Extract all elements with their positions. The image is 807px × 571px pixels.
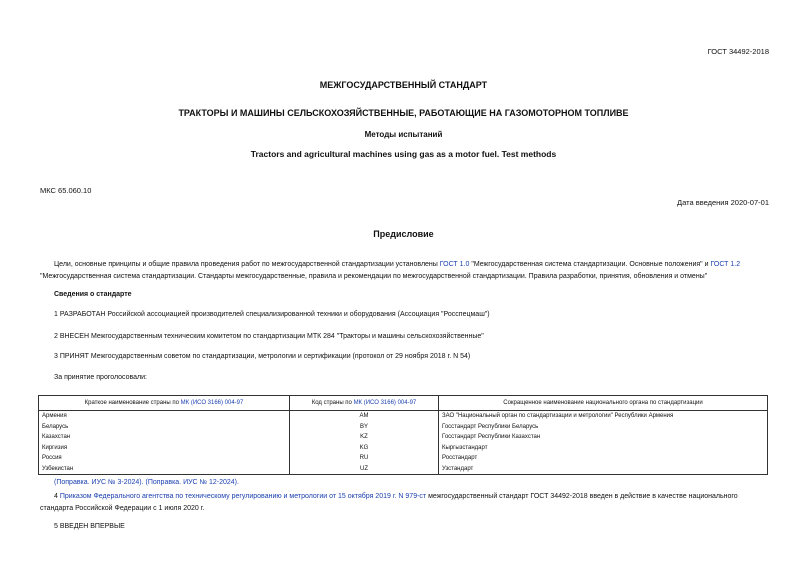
header-country-code xyxy=(290,396,439,411)
item4-number: 4 xyxy=(54,493,60,500)
code-cell: BY xyxy=(290,422,439,433)
standard-subtitle: Методы испытаний xyxy=(364,130,443,139)
code-cell: KG xyxy=(290,443,439,454)
document-code: ГОСТ 34492-2018 xyxy=(707,47,769,56)
amendment-link-3-2024[interactable]: (Поправка. ИУС № 3-2024). xyxy=(54,479,144,486)
order-link[interactable]: Приказом Федерального агентства по техническому регулированию и метрологии от 15 октября 2019 г. N 979-ст xyxy=(59,493,427,500)
amendments-line xyxy=(54,479,239,486)
standard-type-heading: МЕЖГОСУДАРСТВЕННЫЙ СТАНДАРТ xyxy=(319,80,488,90)
goals-text-b: "Межгосударственная система стандартизации. Основные положения" и xyxy=(469,261,711,268)
country-cell: Киргизия xyxy=(39,443,290,454)
mks-code: МКС 65.060.10 xyxy=(40,186,92,195)
country-cell: Армения xyxy=(39,411,290,422)
table-row xyxy=(39,422,768,433)
item-order-paragraph xyxy=(40,491,770,515)
table-row xyxy=(39,411,768,422)
national-body-cell: Госстандарт Республики Казахстан xyxy=(439,432,768,443)
goals-text-a: Цели, основные принципы и общие правила проведения работ по межгосударственной стандартизации установлены xyxy=(54,261,440,268)
code-cell: AM xyxy=(290,411,439,422)
table-row xyxy=(39,453,768,464)
national-body-cell: Госстандарт Республики Беларусь xyxy=(439,422,768,433)
national-body-cell: Росстандарт xyxy=(439,453,768,464)
preface-heading: Предисловие xyxy=(373,229,434,239)
standard-title: ТРАКТОРЫ И МАШИНЫ СЕЛЬСКОХОЗЯЙСТВЕННЫЕ, РАБОТАЮЩИЕ НА ГАЗОМОТОРНОМ ТОПЛИВЕ xyxy=(178,108,629,118)
item-developed: 1 РАЗРАБОТАН Российской ассоциацией производителей специализированной техники и оборудования (Ассоциация "Росспецмаш") xyxy=(54,311,490,318)
national-body-cell: ЗАО "Национальный орган по стандартизации и метрологии" Республики Армения xyxy=(439,411,768,422)
country-cell: Узбекистан xyxy=(39,464,290,475)
voting-countries-table xyxy=(38,395,768,475)
national-body-cell: Узстандарт xyxy=(439,464,768,475)
header-code-text: Код страны по xyxy=(311,400,354,406)
standard-title-english: Tractors and agricultural machines using gas as a motor fuel. Test methods xyxy=(250,149,557,159)
item-introduced: 2 ВНЕСЕН Межгосударственным техническим комитетом по стандартизации МТК 284 "Тракторы и машины сельскохозяйственные" xyxy=(54,333,484,340)
table-row xyxy=(39,432,768,443)
code-cell: KZ xyxy=(290,432,439,443)
goals-text-c: "Межгосударственная система стандартизации. Стандарты межгосударственные, правила и рекомендации по межгосударственной стандартизации. Правила разработки, принятия, обновления и отмены" xyxy=(40,273,708,280)
gost-1-0-link[interactable]: ГОСТ 1.0 xyxy=(439,261,470,268)
table-row xyxy=(39,443,768,454)
country-cell: Россия xyxy=(39,453,290,464)
table-header-row xyxy=(39,396,768,411)
mk-iso-link-2[interactable]: МК (ИСО 3166) 004-97 xyxy=(353,400,417,406)
header-country-name xyxy=(39,396,290,411)
mk-iso-link-1[interactable]: МК (ИСО 3166) 004-97 xyxy=(180,400,244,406)
item4-text: межгосударственный стандарт ГОСТ 34492-2018 введен в действие в качестве национального стандарта Российской Федерации с 1 июля 2020 г. xyxy=(40,493,738,512)
code-cell: UZ xyxy=(290,464,439,475)
item-first-introduced: 5 ВВЕДЕН ВПЕРВЫЕ xyxy=(54,523,125,530)
code-cell: RU xyxy=(290,453,439,464)
introduction-date: Дата введения 2020-07-01 xyxy=(677,198,769,207)
gost-1-2-link[interactable]: ГОСТ 1.2 xyxy=(710,261,741,268)
table-row xyxy=(39,464,768,475)
preface-goals-paragraph xyxy=(40,259,770,283)
voted-label: За принятие проголосовали: xyxy=(54,374,147,381)
national-body-cell: Кыргызстандарт xyxy=(439,443,768,454)
item-adopted: 3 ПРИНЯТ Межгосударственным советом по стандартизации, метрологии и сертификации (протокол от 29 ноября 2018 г. N 54) xyxy=(54,353,471,360)
country-cell: Беларусь xyxy=(39,422,290,433)
header-country-text: Краткое наименование страны по xyxy=(84,400,181,406)
header-national-body: Сокращенное наименование национального органа по стандартизации xyxy=(439,396,768,411)
country-cell: Казахстан xyxy=(39,432,290,443)
about-standard-heading: Сведения о стандарте xyxy=(54,291,132,298)
amendment-link-12-2024[interactable]: (Поправка. ИУС № 12-2024). xyxy=(145,479,239,486)
